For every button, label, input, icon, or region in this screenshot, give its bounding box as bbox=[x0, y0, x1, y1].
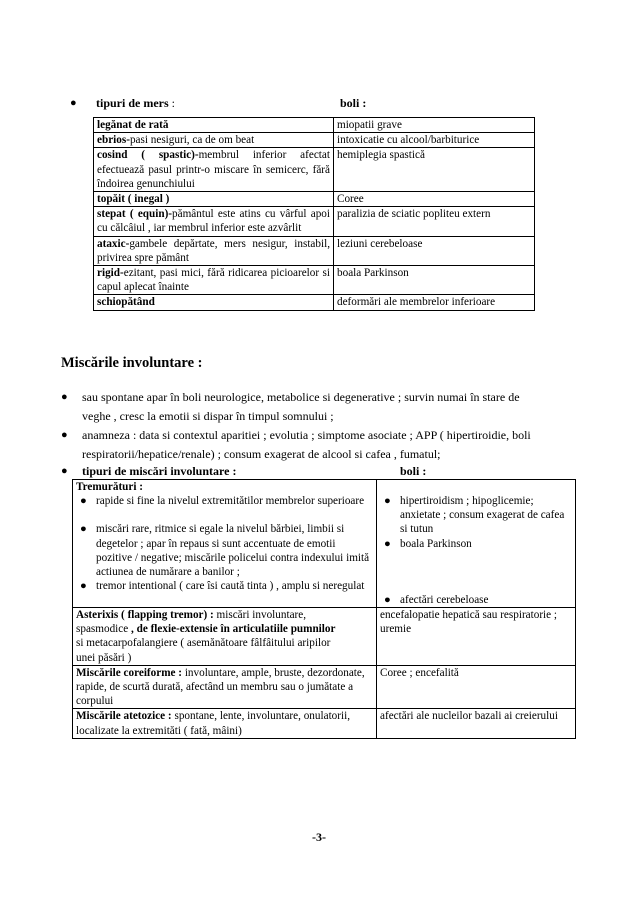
list-item: ● tremor intentional ( care îsi caută tinta ) , amplu si neregulat bbox=[80, 580, 365, 593]
bullet-icon: ● bbox=[384, 537, 391, 550]
bullet-icon: ● bbox=[80, 580, 87, 593]
paragraph-line: sau spontane apar în boli neurologice, metabolice si degenerative ; survin numai în stare de bbox=[82, 390, 520, 404]
bullet-icon: ● bbox=[70, 97, 77, 109]
table-row: Asterixis ( flapping tremor) : miscări involuntare, spasmodice , de flexie-extensie în articulatiile pumnilor si metacarpofalangiere ( asemănătoare fâlfâitului aripilor unei păsări ) encefalopatie hepatică sau respiratorie ; uremie bbox=[73, 608, 576, 666]
coreiform-title: Miscările coreiforme : bbox=[76, 666, 183, 679]
gait-desc: pământul este atins cu vârful apoi cu călcâiul , iar membrul inferior este azvârlit bbox=[97, 208, 330, 235]
gait-disease: miopatii grave bbox=[334, 118, 535, 133]
gait-term: schiopătând bbox=[97, 296, 155, 309]
table-row bbox=[94, 148, 535, 192]
gait-term: legănat de rată bbox=[97, 119, 169, 131]
involuntary-heading: Miscările involuntare : bbox=[61, 355, 203, 371]
bullet-icon: ● bbox=[61, 391, 68, 403]
table-row: Miscările atetozice : spontane, lente, involuntare, onulatorii, localizate la extremităti ( fată, mâini) afectări ale nucleilor bazali ai creierului bbox=[73, 709, 576, 738]
gait-term: stepat ( equin)- bbox=[97, 208, 173, 221]
gait-disease: leziuni cerebeloase bbox=[334, 236, 535, 265]
bullet-icon: ● bbox=[384, 593, 391, 606]
bullet-icon: ● bbox=[80, 523, 87, 536]
gait-desc: gambele depărtate, mers nesigur, instabil, privirea spre pământ bbox=[97, 237, 330, 264]
gait-header: tipuri de mers : bbox=[96, 96, 175, 110]
gait-disease: deformări ale membrelor inferioare bbox=[334, 295, 535, 310]
bullet-icon: ● bbox=[80, 495, 87, 508]
movement-disease: Coree ; encefalită bbox=[377, 665, 576, 709]
movement-types-header: tipuri de miscări involuntare : bbox=[82, 464, 237, 478]
gait-term: topăit ( inegal ) bbox=[97, 193, 170, 206]
table-row bbox=[73, 480, 576, 608]
list-item: ● hipertiroidism ; hipoglicemie; anxietate ; consum exagerat de cafea si tutun bbox=[384, 495, 565, 536]
gait-term: cosind ( spastic)- bbox=[97, 149, 199, 162]
gait-term: ataxic- bbox=[97, 237, 130, 250]
paragraph-line: veghe , cresc la emotii si dispar în timpul somnului ; bbox=[82, 409, 334, 423]
bullet-icon: ● bbox=[384, 495, 391, 507]
table-row bbox=[94, 266, 535, 295]
table-row bbox=[94, 133, 535, 148]
movement-disease: afectări ale nucleilor bazali ai creierului bbox=[377, 709, 576, 738]
movement-diseases-header: boli : bbox=[400, 464, 427, 478]
atetozic-title: Miscările atetozice : bbox=[76, 710, 172, 723]
table-row bbox=[94, 207, 535, 236]
involuntary-table bbox=[72, 479, 576, 739]
list-item: ● afectări cerebeloase bbox=[384, 593, 489, 606]
table-row bbox=[94, 295, 535, 310]
movement-disease: encefalopatie hepatică sau respiratorie ; uremie bbox=[377, 608, 576, 666]
list-item: ● miscări rare, ritmice si egale la nivelul bărbiei, limbii si degetelor ; apar în repaus si sunt accentuate de emotii pozitive / negative; miscările policelui contra indexului imită actiunea de numărare a banilor ; bbox=[80, 523, 370, 579]
asterixis-title: Asterixis ( flapping tremor) : bbox=[76, 609, 214, 622]
bullet-icon: ● bbox=[61, 429, 68, 441]
list-item: ● boala Parkinson bbox=[384, 537, 472, 550]
paragraph-line: anamneza : data si contextul aparitiei ; evolutia ; simptome asociate ; APP ( hipertiroidie, boli bbox=[82, 428, 531, 442]
gait-table bbox=[93, 117, 535, 311]
gait-diseases-header: boli : bbox=[340, 96, 367, 110]
gait-term: ebrios- bbox=[97, 134, 130, 147]
paragraph-line: respiratorii/hepatice/renale) ; consum exagerat de alcool si cafea , fumatul; bbox=[82, 447, 441, 461]
gait-disease: hemiplegia spastică bbox=[334, 148, 535, 192]
table-row bbox=[94, 192, 535, 207]
gait-term: rigid- bbox=[97, 267, 124, 280]
gait-desc: membrul inferior afectat efectuează pasul printr-o miscare în semicerc, fără îndoirea genunchiului bbox=[97, 149, 330, 190]
list-item: ● rapide si fine la nivelul extremitătilor membrelor superioare bbox=[80, 495, 365, 508]
gait-disease: paralizia de sciatic popliteu extern bbox=[334, 207, 535, 236]
gait-disease: boala Parkinson bbox=[334, 266, 535, 295]
gait-disease: Coree bbox=[334, 192, 535, 207]
table-row bbox=[94, 118, 535, 133]
gait-disease: intoxicatie cu alcool/barbiturice bbox=[334, 133, 535, 148]
table-row: Miscările coreiforme : involuntare, ample, bruste, dezordonate, rapide, de scurtă durată, afectând un membru sau o jumătate a corpului Coree ; encefalită bbox=[73, 665, 576, 709]
tremor-title: Tremurături : bbox=[76, 481, 144, 493]
gait-desc: pasi nesiguri, ca de om beat bbox=[129, 134, 255, 147]
bullet-icon: ● bbox=[61, 465, 68, 477]
page-number: -3- bbox=[312, 830, 326, 844]
gait-desc: ezitant, pasi mici, fără ridicarea picioarelor si capul aplecat înainte bbox=[97, 267, 330, 294]
table-row bbox=[94, 236, 535, 265]
